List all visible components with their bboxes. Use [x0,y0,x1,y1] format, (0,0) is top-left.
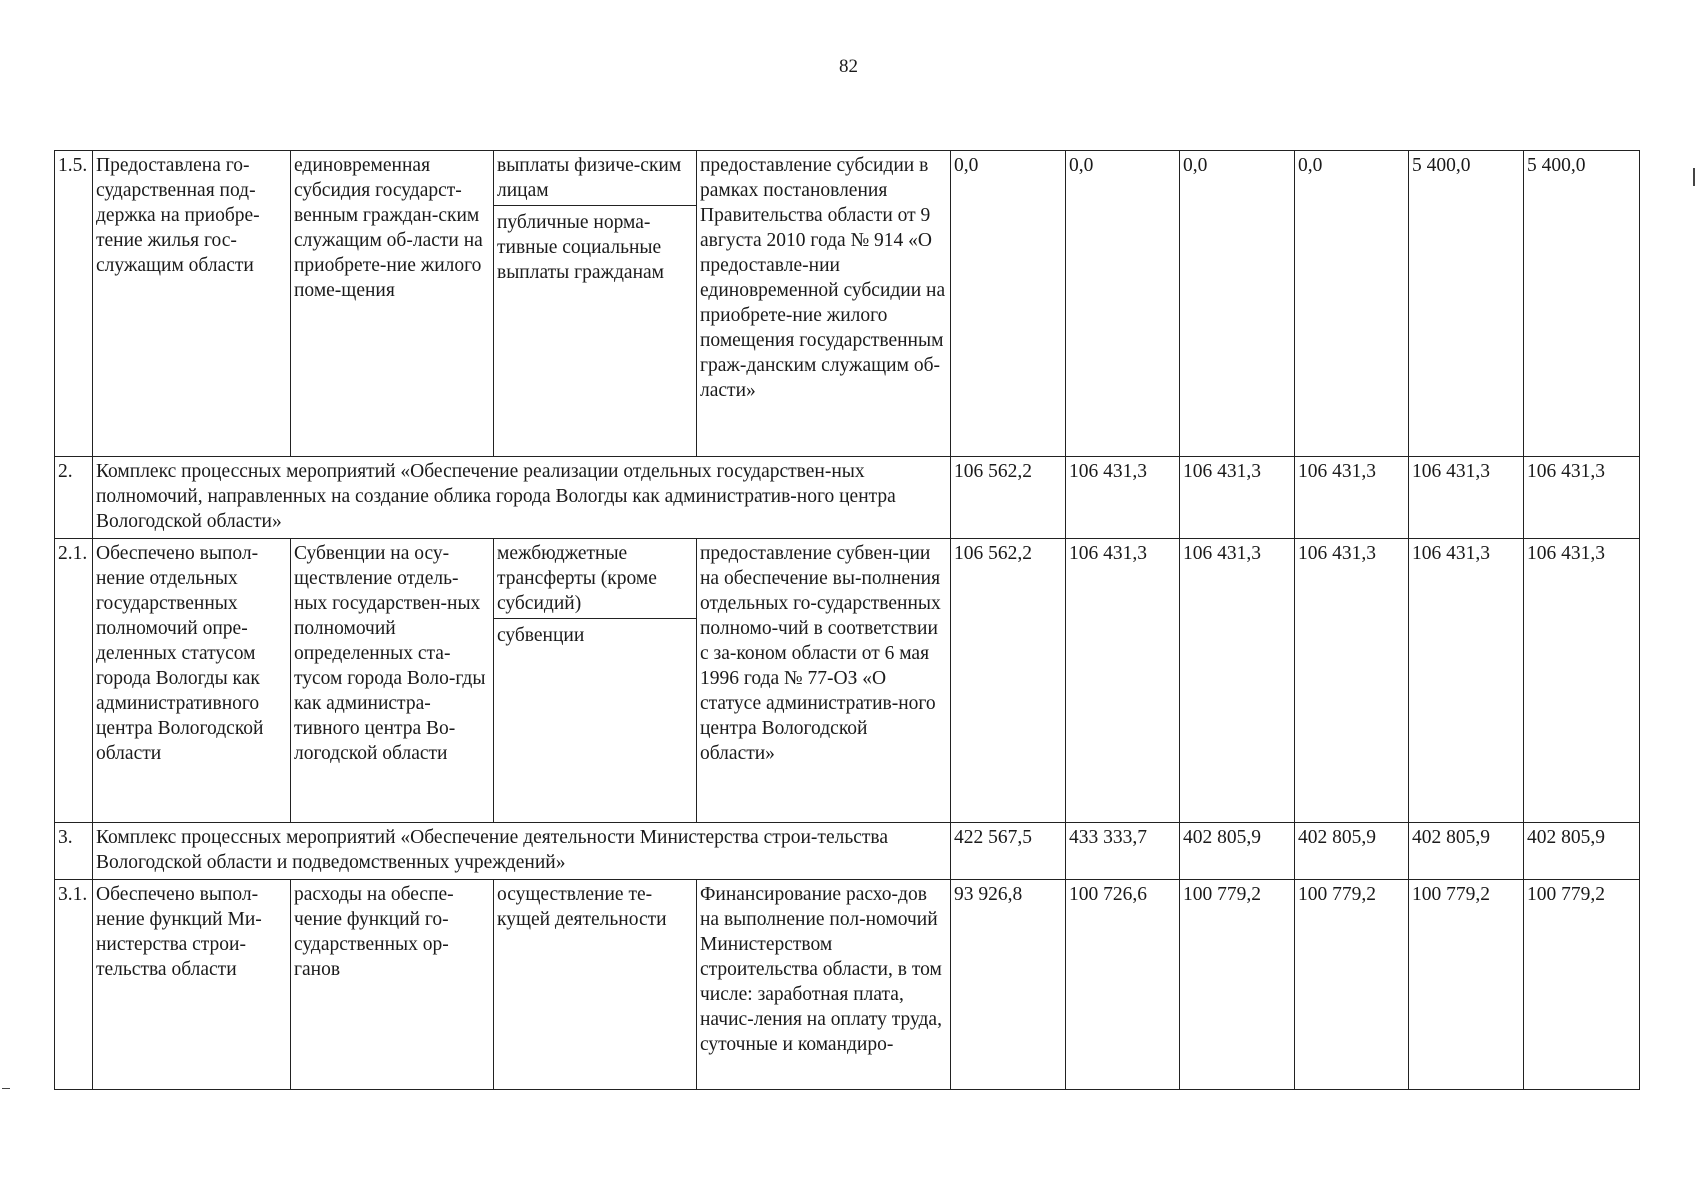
value-cell: 106 431,3 [1066,539,1180,823]
value-cell: 106 431,3 [1066,457,1180,539]
value-cell: 0,0 [1066,151,1180,457]
measure-kind-bottom: субвенции [497,625,585,646]
value-cell: 106 431,3 [1180,457,1295,539]
description-cell: предоставление субвен-ции на обеспечение вы-полнения отдельных го-сударственных полномо-чий в соответствии с за-коном области от 6 мая 1996 года № 77-ОЗ «О статусе административ-ного центра Вологодской области» [697,539,951,823]
measure-kind-bottom: публичные норма-тивные социальные выплаты гражданам [497,212,665,283]
value-cell: 433 333,7 [1066,823,1180,880]
row-number: 2. [55,457,93,539]
value-cell: 106 431,3 [1409,539,1524,823]
value-cell: 106 431,3 [1180,539,1295,823]
value-cell: 402 805,9 [1295,823,1409,880]
group-title-cell: Комплекс процессных мероприятий «Обеспечение реализации отдельных государствен-ных полномочий, направленных на создание облика города Вологды как административ-ного центра Вологодской области» [93,457,951,539]
row-number: 3.1. [55,880,93,1090]
measure-kind-cell [494,880,697,1090]
value-cell: 106 431,3 [1295,457,1409,539]
value-cell: 0,0 [1180,151,1295,457]
value-cell: 100 779,2 [1524,880,1640,1090]
row-number: 2.1. [55,539,93,823]
result-cell: Предоставлена го-сударственная под-держка на приобре-тение жилья гос-служащим области [93,151,291,457]
value-cell: 100 779,2 [1295,880,1409,1090]
row-number: 3. [55,823,93,880]
page-number: 82 [839,56,858,77]
value-cell: 0,0 [1295,151,1409,457]
measure-name-cell: единовременная субсидия государст-венным граждан-ским служащим об-ласти на приобрете-ние жилого поме-щения [291,151,494,457]
result-cell: Обеспечено выпол-нение функций Ми-нистерства строи-тельства области [93,880,291,1090]
value-cell: 402 805,9 [1409,823,1524,880]
value-cell: 5 400,0 [1524,151,1640,457]
measure-name-cell: расходы на обеспе-чение функций го-сударственных ор-ганов [291,880,494,1090]
table-row-3 [55,823,1640,880]
value-cell: 106 431,3 [1524,457,1640,539]
program-table [54,150,1640,1090]
value-cell: 5 400,0 [1409,151,1524,457]
value-cell: 106 431,3 [1524,539,1640,823]
measure-kind-cell [494,151,697,457]
value-cell: 106 562,2 [951,539,1066,823]
value-cell: 106 431,3 [1295,539,1409,823]
measure-kind-single: осуществление те-кущей деятельности [497,884,667,930]
scan-edge-mark [1693,168,1695,186]
group-title-cell: Комплекс процессных мероприятий «Обеспечение деятельности Министерства строи-тельства Вологодской области и подведомственных учреждений» [93,823,951,880]
measure-kind-top: выплаты физиче-ским лицам [494,151,696,206]
measure-kind-top: межбюджетные трансферты (кроме субсидий) [494,539,696,619]
scan-edge-mark [2,1088,10,1089]
value-cell: 106 562,2 [951,457,1066,539]
row-number: 1.5. [55,151,93,457]
value-cell: 93 926,8 [951,880,1066,1090]
measure-kind-cell [494,539,697,823]
description-cell: предоставление субсидии в рамках постановления Правительства области от 9 августа 2010 года № 914 «О предоставле-нии единовременной субсидии на приобрете-ние жилого помещения государственным граж-данским служащим об-ласти» [697,151,951,457]
value-cell: 402 805,9 [1524,823,1640,880]
measure-name-cell: Субвенции на осу-ществление отдель-ных государствен-ных полномочий определенных ста-тусом города Воло-гды как администра-тивного центра Во-логодской области [291,539,494,823]
value-cell: 106 431,3 [1409,457,1524,539]
value-cell: 422 567,5 [951,823,1066,880]
description-cell: Финансирование расхо-дов на выполнение пол-номочий Министерством строительства области, в том числе: заработная плата, начис-ления на оплату труда, суточные и командиро- [697,880,951,1090]
result-cell: Обеспечено выпол-нение отдельных государственных полномочий опре-деленных статусом города Вологды как административного центра Вологодской области [93,539,291,823]
value-cell: 100 779,2 [1180,880,1295,1090]
table-row-2 [55,457,1640,539]
value-cell: 100 726,6 [1066,880,1180,1090]
table-row-1-5 [55,151,1640,457]
value-cell: 100 779,2 [1409,880,1524,1090]
table-row-3-1 [55,880,1640,1090]
value-cell: 402 805,9 [1180,823,1295,880]
value-cell: 0,0 [951,151,1066,457]
table-row-2-1 [55,539,1640,823]
